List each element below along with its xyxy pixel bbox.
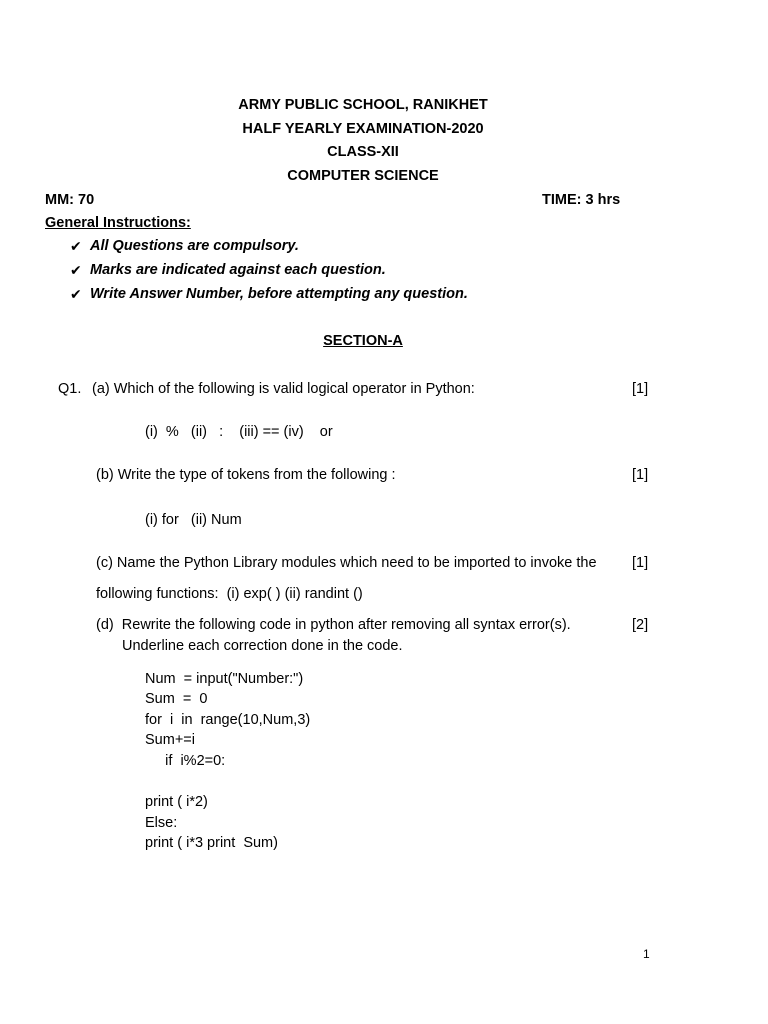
instruction-item: Write Answer Number, before attempting any question. [90, 286, 468, 302]
code-line: Sum+=i [145, 732, 195, 748]
q1c-line2: following functions: (i) exp( ) (ii) randint () [96, 586, 363, 602]
code-line: print ( i*2) [145, 794, 208, 810]
q1a-options: (i) % (ii) : (iii) == (iv) or [145, 424, 333, 440]
school-name: ARMY PUBLIC SCHOOL, RANIKHET [238, 97, 488, 113]
instruction-item: Marks are indicated against each question. [90, 262, 386, 278]
class-label: CLASS-XII [327, 144, 399, 160]
q1d-line2: Underline each correction done in the code. [122, 638, 403, 654]
max-marks: MM: 70 [45, 192, 95, 208]
q1b-text: (b) Write the type of tokens from the following : [96, 467, 396, 483]
q1c-marks: [1] [632, 555, 649, 571]
check-icon: ✔ [70, 262, 82, 278]
exam-title: HALF YEARLY EXAMINATION-2020 [242, 121, 484, 137]
q1b-options: (i) for (ii) Num [145, 512, 242, 528]
exam-time: TIME: 3 hrs [542, 192, 621, 208]
subject-label: COMPUTER SCIENCE [287, 168, 439, 184]
code-line: for i in range(10,Num,3) [145, 712, 311, 728]
code-line: Num = input("Number:") [145, 671, 304, 687]
instructions-title: General Instructions: [45, 215, 191, 231]
check-icon: ✔ [70, 286, 82, 302]
page-number: 1 [643, 947, 650, 961]
q1d-marks: [2] [632, 617, 649, 633]
code-line: if i%2=0: [145, 753, 226, 769]
q1a-marks: [1] [632, 381, 649, 397]
code-line: Sum = 0 [145, 691, 208, 707]
q1d-line1: (d) Rewrite the following code in python after removing all syntax error(s). [96, 617, 571, 633]
instruction-item: All Questions are compulsory. [90, 238, 299, 254]
q1a-text: (a) Which of the following is valid logical operator in Python: [92, 381, 475, 397]
question-number: Q1. [58, 381, 82, 397]
code-line: Else: [145, 815, 178, 831]
check-icon: ✔ [70, 238, 82, 254]
code-line: print ( i*3 print Sum) [145, 835, 278, 851]
q1c-line1: (c) Name the Python Library modules which need to be imported to invoke the [96, 555, 597, 571]
section-title: SECTION-A [323, 333, 403, 349]
q1b-marks: [1] [632, 467, 649, 483]
